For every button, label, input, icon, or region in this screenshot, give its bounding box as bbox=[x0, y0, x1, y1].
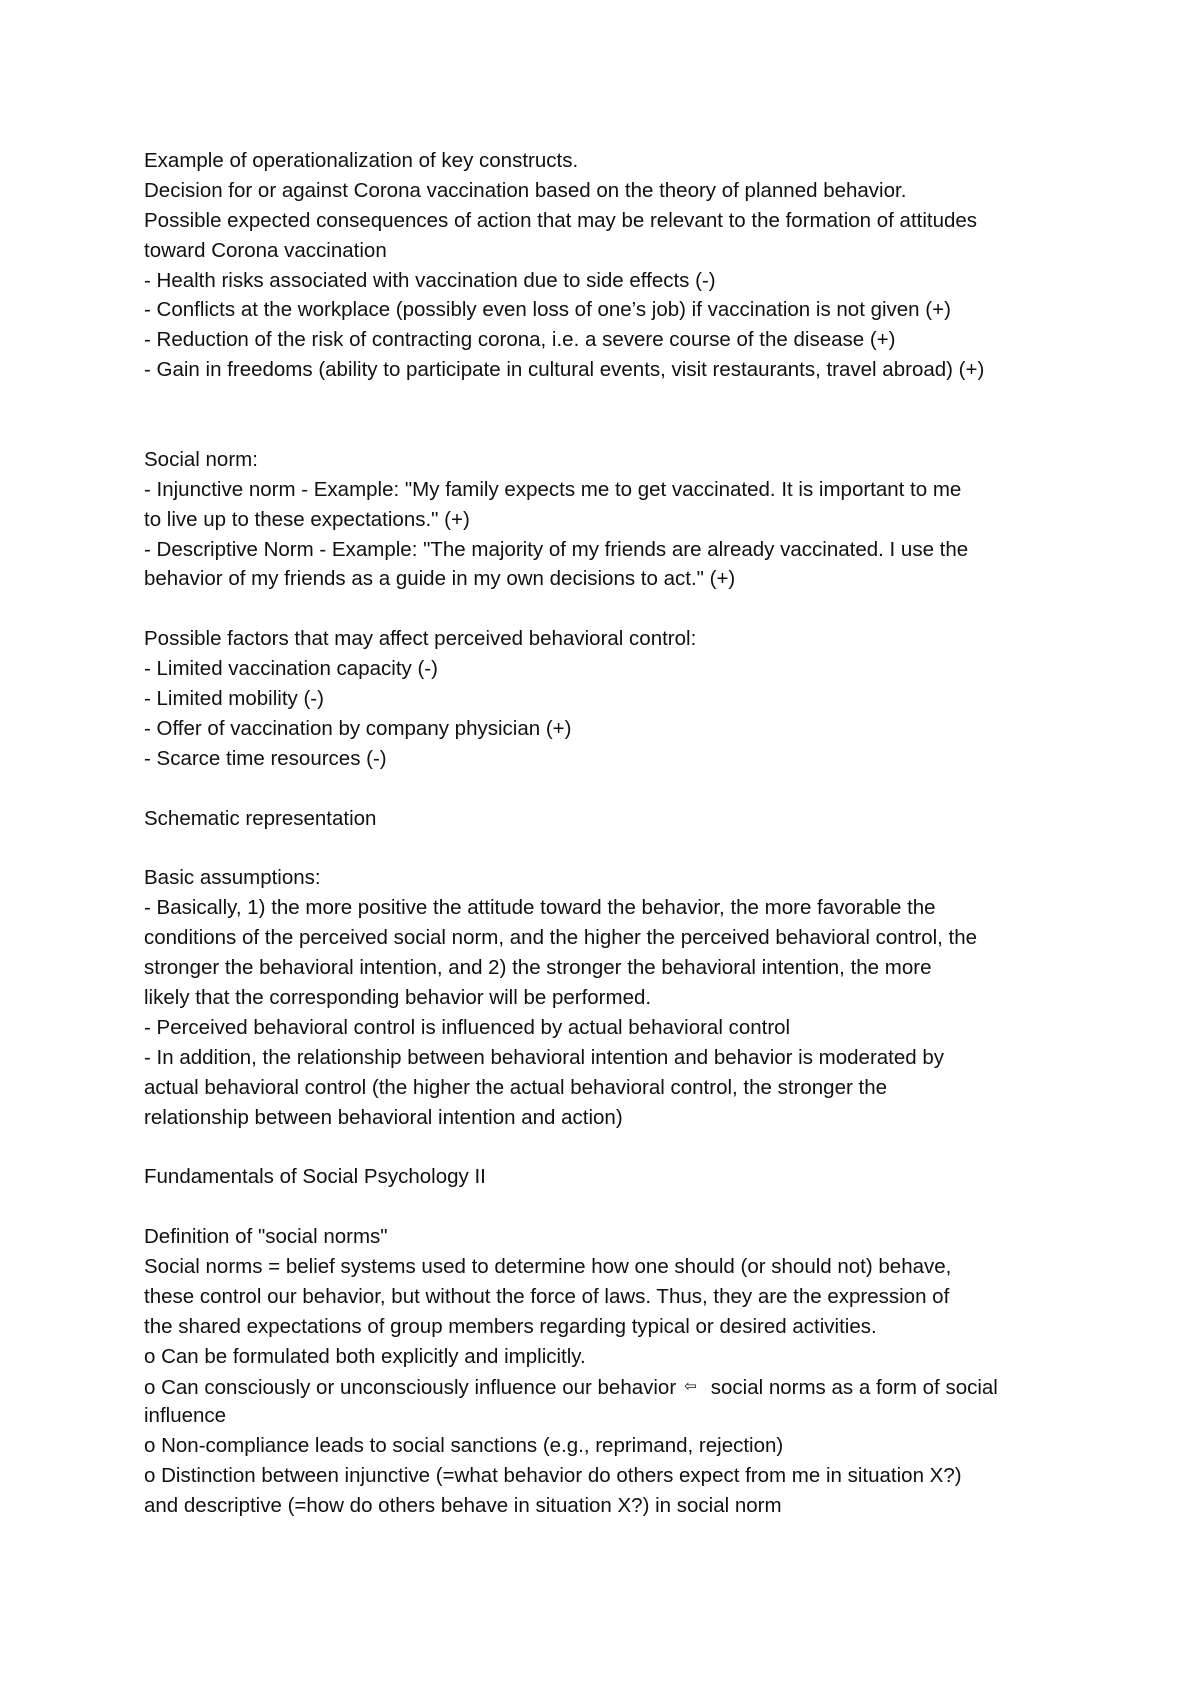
definition-line: o Non-compliance leads to social sanctions (e.g., reprimand, rejection) bbox=[144, 1434, 784, 1458]
consequence-item: - Gain in freedoms (ability to participate in cultural events, visit restaurants, travel abroad) (+) bbox=[144, 358, 985, 382]
spacer bbox=[144, 594, 1084, 624]
influence-text-a: o Can consciously or unconsciously influence our behavior bbox=[144, 1375, 677, 1399]
definition-heading: Definition of "social norms" bbox=[144, 1225, 388, 1249]
intro-line: Possible expected consequences of action that may be relevant to the formation of attitudes bbox=[144, 208, 978, 232]
consequence-item: - Conflicts at the workplace (possibly even loss of one’s job) if vaccination is not given (+) bbox=[144, 298, 951, 322]
definition-influence-line bbox=[144, 1372, 1084, 1402]
spacer bbox=[144, 385, 1084, 445]
spacer bbox=[144, 1132, 1084, 1162]
definition-line: o Can be formulated both explicitly and implicitly. bbox=[144, 1344, 586, 1368]
assumptions-line: likely that the corresponding behavior will be performed. bbox=[144, 985, 652, 1009]
social-norm-line: - Descriptive Norm - Example: "The majority of my friends are already vaccinated. I use the bbox=[144, 537, 969, 561]
definition-line: and descriptive (=how do others behave in situation X?) in social norm bbox=[144, 1494, 782, 1518]
definition-line: o Distinction between injunctive (=what behavior do others expect from me in situation X?) bbox=[144, 1464, 962, 1488]
assumptions-line: - Perceived behavioral control is influenced by actual behavioral control bbox=[144, 1015, 791, 1039]
consequence-item: - Health risks associated with vaccination due to side effects (-) bbox=[144, 268, 716, 292]
definition-line: these control our behavior, but without the force of laws. Thus, they are the expression of bbox=[144, 1284, 950, 1308]
pbc-item: - Limited vaccination capacity (-) bbox=[144, 657, 438, 681]
pbc-item: - Limited mobility (-) bbox=[144, 687, 324, 711]
spacer bbox=[144, 774, 1084, 804]
pbc-heading: Possible factors that may affect perceived behavioral control: bbox=[144, 627, 697, 651]
pbc-item: - Offer of vaccination by company physician (+) bbox=[144, 716, 572, 740]
schematic-heading: Schematic representation bbox=[144, 806, 377, 830]
fundamentals-heading: Fundamentals of Social Psychology II bbox=[144, 1165, 486, 1189]
spacer bbox=[144, 1192, 1084, 1222]
consequence-item: - Reduction of the risk of contracting corona, i.e. a severe course of the disease (+) bbox=[144, 328, 896, 352]
intro-line: toward Corona vaccination bbox=[144, 238, 387, 262]
assumptions-line: actual behavioral control (the higher the actual behavioral control, the stronger the bbox=[144, 1075, 888, 1099]
intro-line: Decision for or against Corona vaccination based on the theory of planned behavior. bbox=[144, 178, 907, 202]
arrow-left-icon: ⇦ bbox=[684, 1377, 697, 1395]
definition-line: the shared expectations of group members regarding typical or desired activities. bbox=[144, 1314, 877, 1338]
spacer bbox=[144, 834, 1084, 864]
assumptions-line: relationship between behavioral intention and action) bbox=[144, 1105, 623, 1129]
pbc-item: - Scarce time resources (-) bbox=[144, 746, 387, 770]
social-norm-line: behavior of my friends as a guide in my own decisions to act." (+) bbox=[144, 567, 736, 591]
social-norm-line: - Injunctive norm - Example: "My family expects me to get vaccinated. It is important to me bbox=[144, 477, 962, 501]
intro-title: Example of operationalization of key constructs. bbox=[144, 149, 579, 172]
influence-text-b: social norms as a form of social bbox=[710, 1375, 998, 1399]
definition-line: influence bbox=[144, 1404, 227, 1428]
definition-line: Social norms = belief systems used to determine how one should (or should not) behave, bbox=[144, 1254, 952, 1278]
social-norm-line: to live up to these expectations." (+) bbox=[144, 507, 470, 531]
document-body bbox=[144, 146, 1084, 1521]
social-norm-heading: Social norm: bbox=[144, 447, 258, 471]
assumptions-line: conditions of the perceived social norm, and the higher the perceived behavioral control, the bbox=[144, 926, 978, 950]
assumptions-line: - Basically, 1) the more positive the attitude toward the behavior, the more favorable the bbox=[144, 896, 936, 920]
assumptions-line: - In addition, the relationship between behavioral intention and behavior is moderated by bbox=[144, 1045, 945, 1069]
assumptions-heading: Basic assumptions: bbox=[144, 866, 321, 890]
assumptions-line: stronger the behavioral intention, and 2) the stronger the behavioral intention, the more bbox=[144, 956, 932, 980]
